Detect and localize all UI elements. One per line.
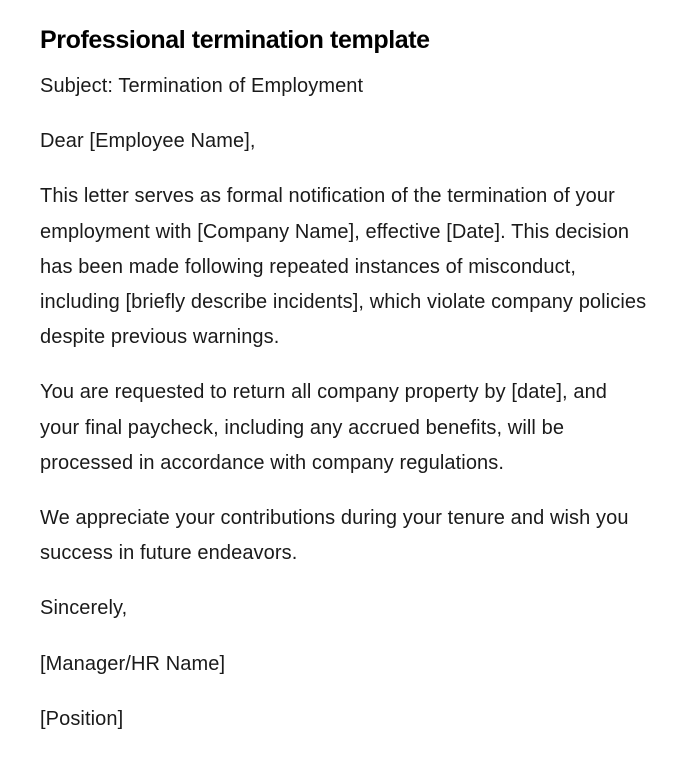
greeting: Dear [Employee Name], [40,130,256,153]
page-title: Professional termination template [40,26,430,54]
letter-document [40,22,650,737]
body-paragraph-notification: This letter serves as formal notification of the termination of your employment with [Company Name], effective [Date]. This decision has been made following repeated instances of misconduct, including [briefly describe incidents], which violate company policies despite previous warnings. [40,185,647,349]
body-paragraph-property-return: You are requested to return all company property by [date], and your final paycheck, including any accrued benefits, will be processed in accordance with company regulations. [40,381,608,474]
body-paragraph-appreciation: We appreciate your contributions during your tenure and wish you success in future endeavors. [40,507,629,565]
closing: Sincerely, [40,597,128,620]
signer-name: [Manager/HR Name] [40,652,226,675]
signer-position: [Position] [40,707,124,730]
subject-line: Subject: Termination of Employment [40,75,364,97]
